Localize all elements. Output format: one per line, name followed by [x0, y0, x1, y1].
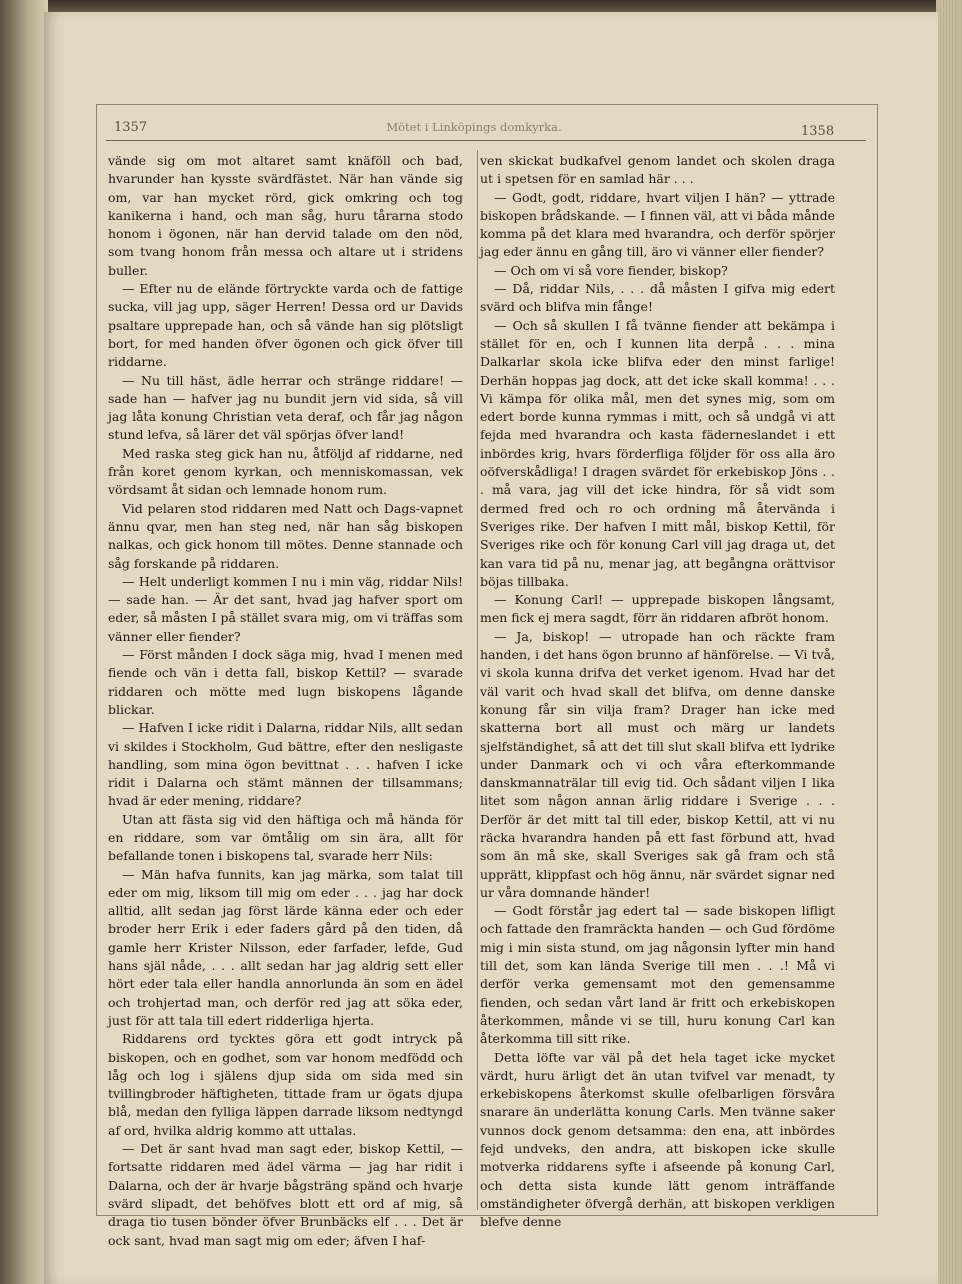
- paragraph: ven skickat budkafvel genom landet och skolen draga ut i spetsen för en samlad här . . .: [480, 153, 835, 187]
- book-gutter: [0, 0, 48, 1284]
- paragraph: vände sig om mot altaret samt knäföll och bad, hvarunder han kysste svärdfästet. När han vände sig om, var han mycket rörd, gick omkring och tog kanikerna i hand, och man såg, huru tårarna stodo honom i ögonen, när han dervid talade om den nöd, som tvang honom från messa och altare ut i stridens buller.: [108, 153, 463, 278]
- paragraph: — Och så skullen I få tvänne fiender att bekämpa i stället för en, och I kunnen lita derpå . . . mina Dalkarlar skola icke blifva eder den minst farlige! Derhän hoppas jag dock, att det icke skall komma! . . . Vi kämpa för olika mål, men det synes mig, som om edert borde kunna rymmas i mitt, och så undgå vi att fejda med hvarandra och kasta fäderneslandet i ett inbördes krig, hvars förderfliga följder för oss alla äro oöfverskådliga! I dragen svärdet för erkebiskop Jöns . . . må vara, jag vill det icke hindra, för så vidt som dermed fred och ro och ordning må återvända i Sveriges rike. Der hafven I mitt mål, biskop Kettil, för Sveriges rike och för konung Carl vill jag draga ut, det kan vara tid på nu, menar jag, att begångna orättvisor böjas tillbaka.: [480, 317, 835, 589]
- paragraph: — Godt, godt, riddare, hvart viljen I hän? — yttrade biskopen brådskande. — I finnen väl, att vi båda månde komma på det klara med hvarandra, och derför spörjer jag eder ännu en gång till, äro vi vänner eller fiender?: [480, 189, 835, 260]
- paragraph: Utan att fästa sig vid den häftiga och må hända för en riddare, som var ömtålig om sin ära, allt för befallande tonen i biskopens tal, svarade herr Nils:: [108, 811, 463, 864]
- paragraph: — Konung Carl! — upprepade biskopen långsamt, men fick ej mera sagdt, förr än riddaren afbröt honom.: [480, 592, 835, 626]
- paragraph: — Ja, biskop! — utropade han och räckte fram handen, i det hans ögon brunno af hänförelse. — Vi två, vi skola kunna drifva det verket igenom. Hvad har det väl varit och hvad skall det blifva, om denne danske konung får sin vilja fram? Drager han icke med skatterna bort all must och märg ur landets sjelfständighet, så att det till slut skall blifva ett lydrike under Danmark och vi och våra efterkommande danskmannaträlar till evig tid. Och sådant viljen I lika litet som någon annan ärlig riddare i Sverige . . . Derför är det mitt tal till eder, biskop Kettil, att vi nu räcka hvarandra handen på ett fast förbund att, hvad som än må ske, skall Sveriges sak gå fram och stå upprätt, klippfast och hög ännu, när svärdet signar ned ur våra domnande händer!: [480, 628, 835, 900]
- paragraph: — Hafven I icke ridit i Dalarna, riddar Nils, allt sedan vi skildes i Stockholm, Gud bättre, efter den nesligaste handling, som mina ögon bevittnat . . . hafven I icke ridit i Dalarna och stämt männen der tillsammans; hvad är eder mening, riddare?: [108, 720, 463, 809]
- book-fore-edge: [936, 0, 962, 1284]
- paragraph: — Godt förstår jag edert tal — sade biskopen lifligt och fattade den framräckta handen — och Gud fördöme mig i min sista stund, om jag någonsin lyfter min hand till det, som kan lända Sverige till men . . .! Må vi derför verka gemensamt mot den gemensamme fienden, och sedan vårt land är fritt och erkebiskopen återkommen, månde vi se till, huru konung Carl kan återkomma till sitt rike.: [480, 903, 835, 1047]
- book-page: [44, 12, 938, 1284]
- page-number-right: 1358: [801, 124, 835, 139]
- running-title: Mötet i Linköpings domkyrka.: [386, 120, 562, 134]
- paragraph: — Då, riddar Nils, . . . då måsten I gifva mig edert svärd och blifva min fånge!: [480, 281, 835, 315]
- left-column: [108, 152, 463, 1250]
- paragraph: Riddarens ord tycktes göra ett godt intryck på biskopen, och en godhet, som var honom medfödd och låg och log i själens djup sida om sida med sin tvillingbroder häftigheten, tittade fram ur ögats djupa blå, medan den fylliga läppen darrade liksom nedtyngd af ord, hvilka aldrig kommo att uttalas.: [108, 1031, 463, 1138]
- column-divider: [477, 150, 478, 1210]
- paragraph: — Det är sant hvad man sagt eder, biskop Kettil, — fortsatte riddaren med ädel värma — jag har ridit i Dalarna, och der är hvarje bågsträng spänd och hvarje svärd slipadt, det behöfves blott ett ord af mig, så draga tio tusen bönder öfver Brunbäcks elf . . . Det är ock sant, hvad man sagt mig om eder; äfven I haf-: [108, 1141, 463, 1248]
- paragraph: — Nu till häst, ädle herrar och stränge riddare! — sade han — hafver jag nu bundit jern vid sida, så vill jag låta konung Christian veta deraf, och får jag någon stund lefva, så lärer det väl spörjas öfver land!: [108, 372, 463, 443]
- paragraph: Vid pelaren stod riddaren med Natt och Dags-vapnet ännu qvar, men han steg ned, när han såg biskopen nalkas, och gick honom till mötes. Denne stannade och såg forskande på riddaren.: [108, 500, 463, 571]
- paragraph: — Först månden I dock säga mig, hvad I menen med fiende och vän i detta fall, biskop Kettil? — svarade riddaren och mötte med lugn biskopens lågande blickar.: [108, 647, 463, 717]
- paragraph: — Och om vi så vore fiender, biskop?: [494, 262, 728, 278]
- right-column: [480, 152, 835, 1232]
- paragraph: Med raska steg gick han nu, åtföljd af riddarne, ned från koret genom kyrkan, och menniskomassan, vek vördsamt åt sidan och lemnade honom rum.: [108, 445, 463, 498]
- paragraph: — Helt underligt kommen I nu i min väg, riddar Nils! — sade han. — Är det sant, hvad jag hafver sport om eder, så måsten I på stället svara mig, om vi träffas som vänner eller fiender?: [108, 573, 463, 644]
- header-rule: [106, 140, 866, 141]
- paragraph: — Efter nu de elände förtryckte varda och de fattige sucka, vill jag upp, säger Herren! Dessa ord ur Davids psaltare upprepade han, och så vände han sig plötsligt bort, for med handen öfver ögonen och gick öfver till riddarne.: [108, 281, 463, 370]
- paragraph: — Män hafva funnits, kan jag märka, som talat till eder om mig, liksom till mig om eder . . . jag har dock alltid, allt sedan jag först lärde känna eder och eder broder herr Erik i eder faders gård på den tiden, då gamle herr Krister Nilsson, eder farfader, lefde, Gud hans själ nåde, . . . allt sedan har jag aldrig sett eller hört eder tala eller handla annorlunda än som en ädel och trohjertad man, och derför red jag att söka eder, just för att tala till edert ridderliga hjerta.: [108, 866, 463, 1028]
- paragraph: Detta löfte var väl på det hela taget icke mycket värdt, huru ärligt det än utan tvifvel var menadt, ty erkebiskopens återkomst skulle ofelbarligen försvåra snarare än underlätta konung Carls. Men tvänne saker vunnos dock genom detsamma: den ena, att inbördes fejd undveks, den andra, att biskopen icke skulle motverka riddarens syfte i afseende på konung Carl, och detta sista kunde lätt genom inträffande omständigheter öfvergå derhän, att biskopen verkligen blefve denne: [480, 1049, 835, 1230]
- page-number-left: 1357: [114, 120, 148, 135]
